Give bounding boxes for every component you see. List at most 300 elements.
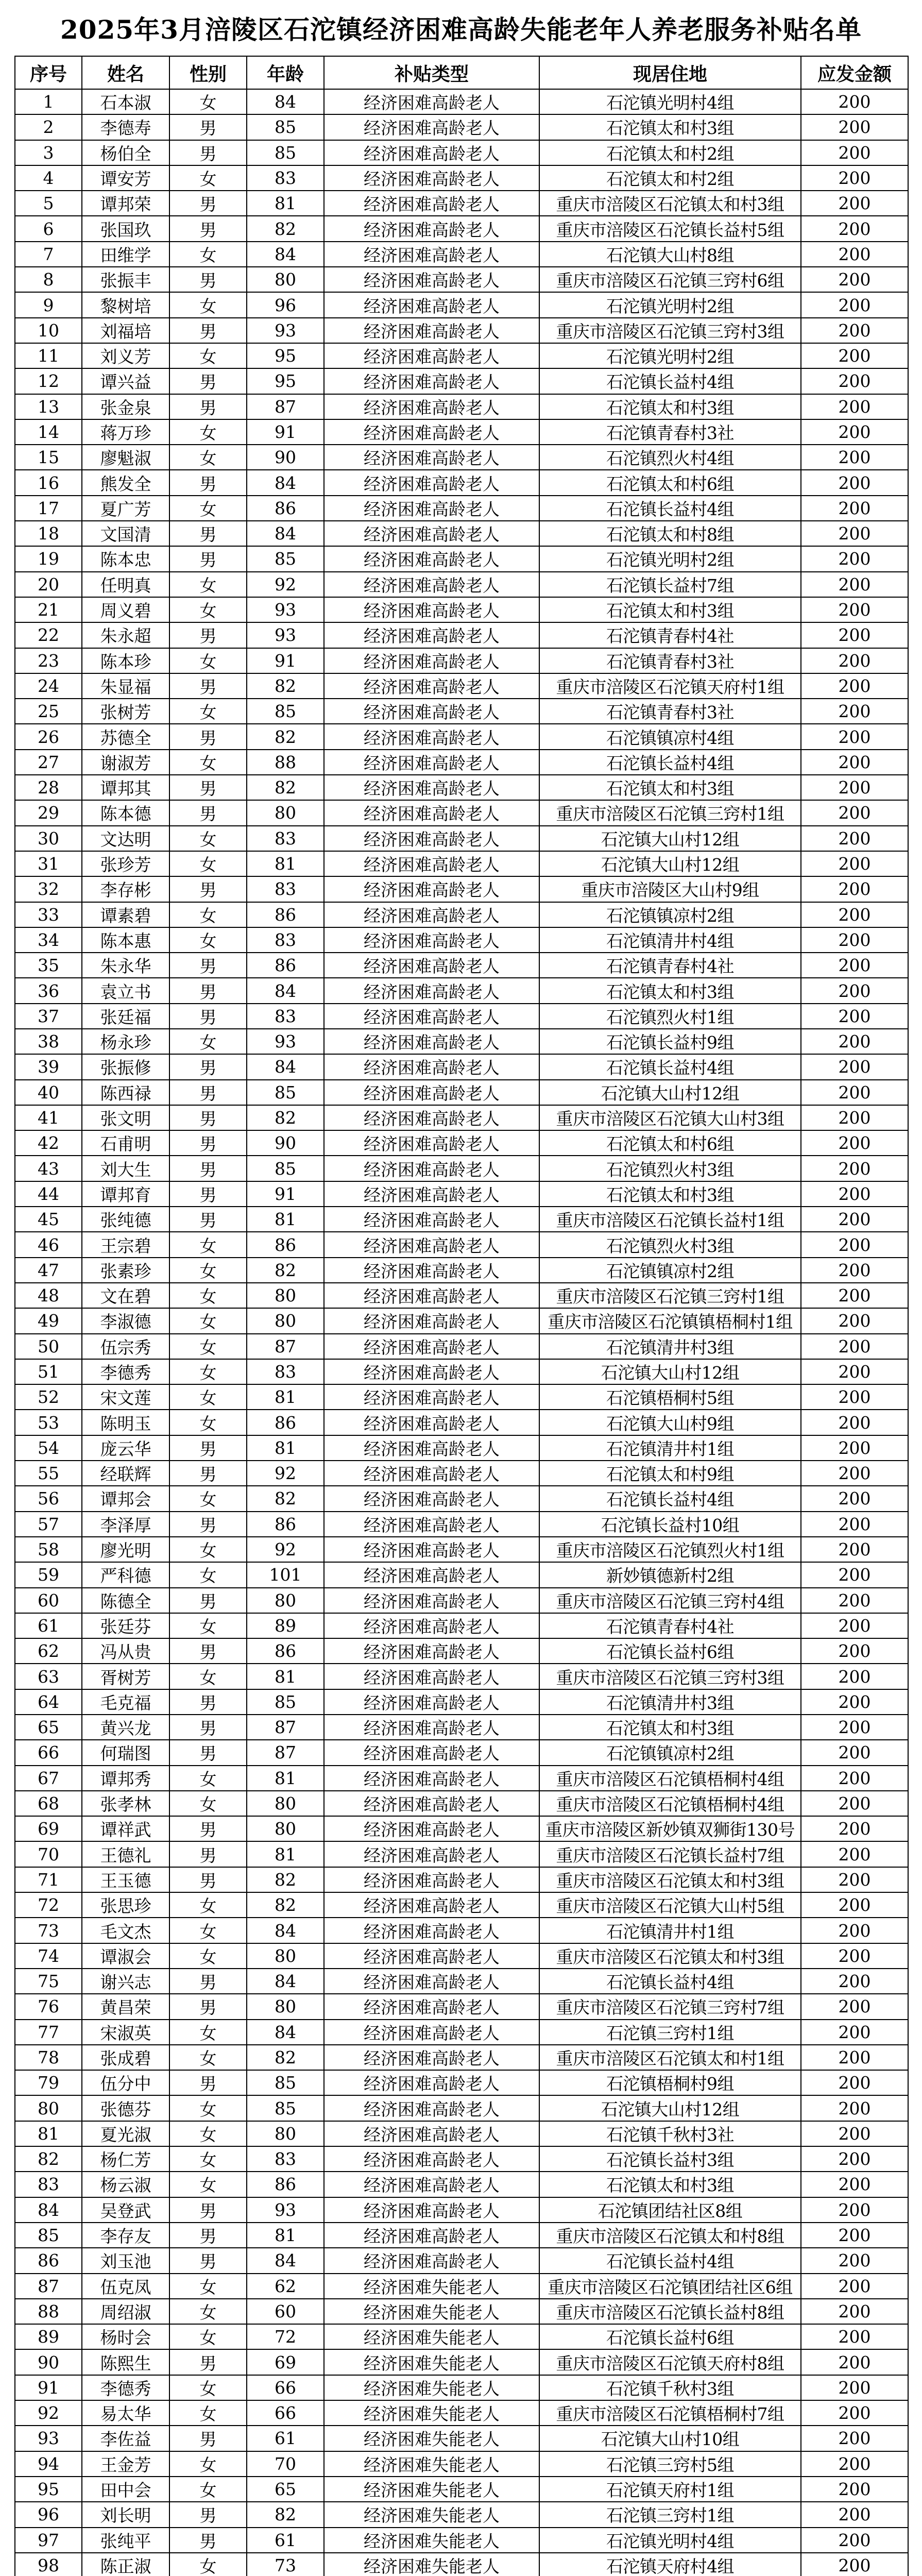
cell-amount: 200 — [801, 216, 908, 241]
cell-age: 88 — [247, 750, 324, 775]
cell-age: 83 — [247, 826, 324, 851]
cell-age: 90 — [247, 1130, 324, 1156]
cell-age: 96 — [247, 292, 324, 317]
cell-index: 57 — [15, 1512, 82, 1537]
cell-address: 石沱镇大山村10组 — [539, 2426, 801, 2451]
cell-name: 毛克福 — [82, 1689, 169, 1715]
cell-subsidy-type: 经济困难失能老人 — [324, 2426, 539, 2451]
table-row — [15, 1359, 908, 1384]
cell-gender: 女 — [169, 1232, 247, 1257]
cell-amount: 200 — [801, 1308, 908, 1333]
table-row — [15, 2349, 908, 2375]
table-row — [15, 775, 908, 800]
cell-address: 石沱镇青春村4社 — [539, 953, 801, 978]
cell-age: 80 — [247, 1994, 324, 2019]
cell-name: 田中会 — [82, 2477, 169, 2502]
cell-gender: 男 — [169, 1181, 247, 1207]
cell-gender: 女 — [169, 2451, 247, 2477]
cell-name: 吴登武 — [82, 2197, 169, 2223]
cell-gender: 男 — [169, 368, 247, 394]
cell-amount: 200 — [801, 2451, 908, 2477]
cell-age: 85 — [247, 114, 324, 140]
table-row — [15, 1029, 908, 1054]
cell-name: 王玉德 — [82, 1867, 169, 1892]
cell-subsidy-type: 经济困难高龄老人 — [324, 724, 539, 749]
cell-address: 重庆市涪陵区石沱镇太和村1组 — [539, 2045, 801, 2070]
cell-gender: 女 — [169, 750, 247, 775]
cell-name: 刘福培 — [82, 318, 169, 343]
cell-amount: 200 — [801, 1766, 908, 1791]
cell-gender: 女 — [169, 1791, 247, 1816]
cell-name: 李佐益 — [82, 2426, 169, 2451]
table-row — [15, 1232, 908, 1257]
table-row — [15, 419, 908, 445]
cell-name: 张德芬 — [82, 2095, 169, 2121]
cell-index: 43 — [15, 1156, 82, 1181]
header-gender: 性别 — [169, 56, 247, 89]
cell-amount: 200 — [801, 1537, 908, 1562]
cell-subsidy-type: 经济困难失能老人 — [324, 2477, 539, 2502]
cell-age: 84 — [247, 1969, 324, 1994]
cell-name: 袁立书 — [82, 978, 169, 1003]
cell-index: 34 — [15, 927, 82, 953]
cell-address: 石沱镇清井村3组 — [539, 1334, 801, 1359]
cell-name: 谭邦会 — [82, 1486, 169, 1511]
cell-gender: 男 — [169, 953, 247, 978]
cell-amount: 200 — [801, 2197, 908, 2223]
table-row — [15, 546, 908, 571]
table-row — [15, 1664, 908, 1689]
cell-subsidy-type: 经济困难高龄老人 — [324, 1308, 539, 1333]
cell-name: 石甫明 — [82, 1130, 169, 1156]
cell-amount: 200 — [801, 1588, 908, 1613]
cell-index: 21 — [15, 597, 82, 622]
cell-amount: 200 — [801, 1207, 908, 1232]
table-row — [15, 2045, 908, 2070]
cell-amount: 200 — [801, 521, 908, 546]
cell-subsidy-type: 经济困难高龄老人 — [324, 419, 539, 445]
cell-gender: 女 — [169, 2045, 247, 2070]
cell-address: 石沱镇长益村4组 — [539, 496, 801, 521]
cell-subsidy-type: 经济困难高龄老人 — [324, 1638, 539, 1664]
table-row — [15, 470, 908, 495]
cell-index: 67 — [15, 1766, 82, 1791]
cell-index: 98 — [15, 2553, 82, 2576]
cell-age: 80 — [247, 800, 324, 825]
cell-name: 李存友 — [82, 2223, 169, 2248]
cell-index: 63 — [15, 1664, 82, 1689]
cell-amount: 200 — [801, 1384, 908, 1410]
cell-address: 重庆市涪陵区石沱镇天府村8组 — [539, 2349, 801, 2375]
cell-address: 石沱镇光明村2组 — [539, 292, 801, 317]
cell-gender: 女 — [169, 597, 247, 622]
cell-gender: 女 — [169, 2477, 247, 2502]
table-row — [15, 368, 908, 394]
cell-age: 66 — [247, 2400, 324, 2426]
cell-subsidy-type: 经济困难高龄老人 — [324, 318, 539, 343]
cell-gender: 女 — [169, 1308, 247, 1333]
cell-amount: 200 — [801, 1435, 908, 1461]
cell-amount: 200 — [801, 1181, 908, 1207]
cell-address: 石沱镇千秋村3社 — [539, 2121, 801, 2146]
cell-amount: 200 — [801, 267, 908, 292]
cell-gender: 女 — [169, 1029, 247, 1054]
cell-subsidy-type: 经济困难高龄老人 — [324, 1994, 539, 2019]
cell-gender: 男 — [169, 1080, 247, 1105]
cell-age: 81 — [247, 1841, 324, 1867]
cell-index: 60 — [15, 1588, 82, 1613]
cell-subsidy-type: 经济困难高龄老人 — [324, 216, 539, 241]
cell-age: 85 — [247, 140, 324, 165]
table-row — [15, 1181, 908, 1207]
cell-index: 32 — [15, 876, 82, 902]
cell-amount: 200 — [801, 927, 908, 953]
cell-age: 84 — [247, 2248, 324, 2273]
cell-gender: 女 — [169, 902, 247, 927]
cell-index: 90 — [15, 2349, 82, 2375]
cell-age: 80 — [247, 2121, 324, 2146]
cell-address: 石沱镇大山村12组 — [539, 1359, 801, 1384]
cell-name: 李泽厚 — [82, 1512, 169, 1537]
cell-subsidy-type: 经济困难高龄老人 — [324, 546, 539, 571]
cell-index: 6 — [15, 216, 82, 241]
cell-amount: 200 — [801, 2375, 908, 2400]
cell-name: 刘玉池 — [82, 2248, 169, 2273]
cell-index: 51 — [15, 1359, 82, 1384]
cell-amount: 200 — [801, 2502, 908, 2527]
cell-address: 重庆市涪陵区石沱镇太和村3组 — [539, 1943, 801, 1969]
cell-address: 重庆市涪陵区石沱镇三窍村6组 — [539, 267, 801, 292]
cell-age: 86 — [247, 1410, 324, 1435]
cell-index: 42 — [15, 1130, 82, 1156]
cell-amount: 200 — [801, 2070, 908, 2095]
cell-index: 70 — [15, 1841, 82, 1867]
cell-address: 石沱镇长益村4组 — [539, 2248, 801, 2273]
cell-amount: 200 — [801, 1004, 908, 1029]
cell-amount: 200 — [801, 368, 908, 394]
table-row — [15, 2299, 908, 2324]
cell-index: 95 — [15, 2477, 82, 2502]
cell-index: 28 — [15, 775, 82, 800]
cell-gender: 女 — [169, 343, 247, 368]
table-row — [15, 2375, 908, 2400]
cell-index: 71 — [15, 1867, 82, 1892]
cell-amount: 200 — [801, 1258, 908, 1283]
table-row — [15, 191, 908, 216]
cell-gender: 男 — [169, 1130, 247, 1156]
cell-name: 任明真 — [82, 572, 169, 597]
cell-amount: 200 — [801, 191, 908, 216]
cell-subsidy-type: 经济困难高龄老人 — [324, 2121, 539, 2146]
cell-subsidy-type: 经济困难失能老人 — [324, 2451, 539, 2477]
cell-index: 23 — [15, 648, 82, 673]
cell-age: 86 — [247, 1512, 324, 1537]
cell-subsidy-type: 经济困难高龄老人 — [324, 1156, 539, 1181]
cell-amount: 200 — [801, 1867, 908, 1892]
table-row — [15, 699, 908, 724]
cell-subsidy-type: 经济困难高龄老人 — [324, 1334, 539, 1359]
table-row — [15, 165, 908, 191]
cell-gender: 女 — [169, 496, 247, 521]
cell-index: 75 — [15, 1969, 82, 1994]
cell-amount: 200 — [801, 1715, 908, 1740]
cell-address: 石沱镇清井村1组 — [539, 1435, 801, 1461]
cell-gender: 女 — [169, 1537, 247, 1562]
cell-name: 张素珍 — [82, 1258, 169, 1283]
cell-index: 59 — [15, 1562, 82, 1587]
cell-subsidy-type: 经济困难高龄老人 — [324, 876, 539, 902]
cell-gender: 男 — [169, 1816, 247, 1841]
cell-name: 张国玖 — [82, 216, 169, 241]
cell-address: 重庆市涪陵区石沱镇三窍村4组 — [539, 1588, 801, 1613]
cell-subsidy-type: 经济困难失能老人 — [324, 2274, 539, 2299]
cell-name: 宋淑英 — [82, 2020, 169, 2045]
table-row — [15, 826, 908, 851]
cell-age: 87 — [247, 394, 324, 419]
cell-address: 石沱镇长益村4组 — [539, 368, 801, 394]
cell-amount: 200 — [801, 1130, 908, 1156]
cell-index: 2 — [15, 114, 82, 140]
cell-name: 刘义芳 — [82, 343, 169, 368]
cell-gender: 男 — [169, 1638, 247, 1664]
cell-amount: 200 — [801, 343, 908, 368]
cell-subsidy-type: 经济困难失能老人 — [324, 2553, 539, 2576]
cell-subsidy-type: 经济困难高龄老人 — [324, 851, 539, 876]
cell-index: 85 — [15, 2223, 82, 2248]
cell-age: 91 — [247, 1181, 324, 1207]
cell-index: 79 — [15, 2070, 82, 2095]
cell-gender: 男 — [169, 1105, 247, 1130]
cell-address: 石沱镇大山村8组 — [539, 242, 801, 267]
cell-address: 重庆市涪陵区石沱镇梧桐村7组 — [539, 2400, 801, 2426]
cell-subsidy-type: 经济困难高龄老人 — [324, 2095, 539, 2121]
cell-address: 石沱镇青春村4社 — [539, 622, 801, 648]
cell-gender: 女 — [169, 699, 247, 724]
cell-address: 石沱镇大山村12组 — [539, 1080, 801, 1105]
cell-name: 经联辉 — [82, 1461, 169, 1486]
cell-subsidy-type: 经济困难高龄老人 — [324, 1613, 539, 1638]
cell-subsidy-type: 经济困难高龄老人 — [324, 1105, 539, 1130]
cell-age: 86 — [247, 1232, 324, 1257]
cell-gender: 女 — [169, 2324, 247, 2349]
cell-age: 81 — [247, 851, 324, 876]
cell-address: 重庆市涪陵区石沱镇太和村3组 — [539, 191, 801, 216]
table-row — [15, 140, 908, 165]
cell-address: 石沱镇团结社区8组 — [539, 2197, 801, 2223]
cell-name: 张珍芳 — [82, 851, 169, 876]
cell-address: 石沱镇太和村6组 — [539, 1130, 801, 1156]
table-row — [15, 1867, 908, 1892]
cell-gender: 女 — [169, 1283, 247, 1308]
cell-subsidy-type: 经济困难高龄老人 — [324, 2197, 539, 2223]
cell-gender: 女 — [169, 242, 247, 267]
cell-age: 83 — [247, 165, 324, 191]
cell-subsidy-type: 经济困难高龄老人 — [324, 394, 539, 419]
header-row — [15, 56, 908, 89]
cell-amount: 200 — [801, 1638, 908, 1664]
cell-name: 朱永超 — [82, 622, 169, 648]
table-row — [15, 1766, 908, 1791]
cell-index: 49 — [15, 1308, 82, 1333]
cell-subsidy-type: 经济困难高龄老人 — [324, 1232, 539, 1257]
cell-age: 84 — [247, 1054, 324, 1079]
cell-address: 重庆市涪陵区石沱镇太和村8组 — [539, 2223, 801, 2248]
cell-amount: 200 — [801, 2172, 908, 2197]
cell-address: 石沱镇三窍村1组 — [539, 2020, 801, 2045]
cell-age: 82 — [247, 2502, 324, 2527]
table-row — [15, 2070, 908, 2095]
cell-name: 周义碧 — [82, 597, 169, 622]
cell-name: 伍宗秀 — [82, 1334, 169, 1359]
table-row — [15, 876, 908, 902]
cell-index: 81 — [15, 2121, 82, 2146]
cell-age: 80 — [247, 1588, 324, 1613]
cell-address: 石沱镇三窍村5组 — [539, 2451, 801, 2477]
cell-age: 85 — [247, 1689, 324, 1715]
table-row — [15, 2095, 908, 2121]
table-row — [15, 648, 908, 673]
cell-index: 4 — [15, 165, 82, 191]
cell-name: 张廷福 — [82, 1004, 169, 1029]
cell-address: 石沱镇烈火村4组 — [539, 445, 801, 470]
cell-gender: 男 — [169, 2197, 247, 2223]
cell-index: 53 — [15, 1410, 82, 1435]
cell-age: 93 — [247, 1029, 324, 1054]
cell-age: 89 — [247, 1613, 324, 1638]
cell-index: 86 — [15, 2248, 82, 2273]
cell-name: 谭邦荣 — [82, 191, 169, 216]
cell-index: 87 — [15, 2274, 82, 2299]
cell-name: 陈德全 — [82, 1588, 169, 1613]
cell-name: 张纯平 — [82, 2528, 169, 2553]
cell-age: 80 — [247, 1791, 324, 1816]
table-row — [15, 292, 908, 317]
cell-amount: 200 — [801, 750, 908, 775]
cell-gender: 女 — [169, 927, 247, 953]
cell-age: 83 — [247, 1359, 324, 1384]
cell-amount: 200 — [801, 851, 908, 876]
cell-name: 谭安芳 — [82, 165, 169, 191]
cell-index: 52 — [15, 1384, 82, 1410]
table-row — [15, 496, 908, 521]
cell-name: 李存彬 — [82, 876, 169, 902]
cell-amount: 200 — [801, 242, 908, 267]
cell-gender: 女 — [169, 89, 247, 114]
cell-subsidy-type: 经济困难高龄老人 — [324, 521, 539, 546]
cell-address: 石沱镇清井村4组 — [539, 927, 801, 953]
cell-age: 101 — [247, 1562, 324, 1587]
cell-index: 72 — [15, 1892, 82, 1918]
cell-address: 石沱镇光明村4组 — [539, 2528, 801, 2553]
cell-name: 廖魁淑 — [82, 445, 169, 470]
cell-amount: 200 — [801, 2400, 908, 2426]
cell-gender: 女 — [169, 2146, 247, 2172]
cell-name: 谭淑会 — [82, 1943, 169, 1969]
cell-age: 81 — [247, 1207, 324, 1232]
cell-index: 61 — [15, 1613, 82, 1638]
cell-address: 重庆市涪陵区石沱镇太和村3组 — [539, 1867, 801, 1892]
cell-gender: 男 — [169, 394, 247, 419]
cell-subsidy-type: 经济困难高龄老人 — [324, 978, 539, 1003]
cell-amount: 200 — [801, 445, 908, 470]
cell-name: 伍分中 — [82, 2070, 169, 2095]
cell-gender: 男 — [169, 318, 247, 343]
cell-gender: 男 — [169, 1588, 247, 1613]
cell-address: 石沱镇太和村2组 — [539, 165, 801, 191]
cell-gender: 女 — [169, 2400, 247, 2426]
cell-amount: 200 — [801, 597, 908, 622]
cell-address: 石沱镇太和村3组 — [539, 597, 801, 622]
cell-age: 82 — [247, 1867, 324, 1892]
cell-age: 70 — [247, 2451, 324, 2477]
cell-name: 刘长明 — [82, 2502, 169, 2527]
cell-amount: 200 — [801, 1562, 908, 1587]
cell-index: 40 — [15, 1080, 82, 1105]
cell-subsidy-type: 经济困难高龄老人 — [324, 1130, 539, 1156]
table-row — [15, 1156, 908, 1181]
cell-address: 石沱镇太和村3组 — [539, 114, 801, 140]
cell-name: 张成碧 — [82, 2045, 169, 2070]
cell-age: 80 — [247, 1308, 324, 1333]
cell-amount: 200 — [801, 292, 908, 317]
cell-subsidy-type: 经济困难高龄老人 — [324, 927, 539, 953]
cell-subsidy-type: 经济困难失能老人 — [324, 2375, 539, 2400]
cell-amount: 200 — [801, 1816, 908, 1841]
cell-index: 39 — [15, 1054, 82, 1079]
cell-amount: 200 — [801, 699, 908, 724]
table-row — [15, 2248, 908, 2273]
cell-amount: 200 — [801, 673, 908, 699]
cell-address: 石沱镇长益村4组 — [539, 1054, 801, 1079]
cell-gender: 女 — [169, 826, 247, 851]
table-row — [15, 1892, 908, 1918]
header-age: 年龄 — [247, 56, 324, 89]
cell-address: 重庆市涪陵区石沱镇大山村5组 — [539, 1892, 801, 1918]
table-row — [15, 1918, 908, 1943]
cell-address: 重庆市涪陵区石沱镇天府村1组 — [539, 673, 801, 699]
cell-address: 石沱镇梧桐村9组 — [539, 2070, 801, 2095]
cell-age: 82 — [247, 216, 324, 241]
cell-age: 85 — [247, 2095, 324, 2121]
cell-address: 石沱镇烈火村1组 — [539, 1004, 801, 1029]
cell-address: 重庆市涪陵区石沱镇三窍村1组 — [539, 1283, 801, 1308]
cell-index: 36 — [15, 978, 82, 1003]
cell-gender: 女 — [169, 648, 247, 673]
cell-address: 石沱镇长益村6组 — [539, 1638, 801, 1664]
cell-name: 黎树培 — [82, 292, 169, 317]
cell-index: 84 — [15, 2197, 82, 2223]
cell-age: 81 — [247, 2223, 324, 2248]
cell-subsidy-type: 经济困难高龄老人 — [324, 1537, 539, 1562]
cell-address: 重庆市涪陵区石沱镇长益村8组 — [539, 2299, 801, 2324]
cell-index: 35 — [15, 953, 82, 978]
cell-name: 黄昌荣 — [82, 1994, 169, 2019]
cell-gender: 女 — [169, 292, 247, 317]
cell-subsidy-type: 经济困难高龄老人 — [324, 1791, 539, 1816]
cell-subsidy-type: 经济困难高龄老人 — [324, 292, 539, 317]
cell-age: 81 — [247, 1664, 324, 1689]
cell-address: 石沱镇太和村3组 — [539, 2172, 801, 2197]
cell-gender: 女 — [169, 165, 247, 191]
cell-age: 87 — [247, 1334, 324, 1359]
cell-name: 伍克凤 — [82, 2274, 169, 2299]
table-row — [15, 2502, 908, 2527]
cell-gender: 男 — [169, 2070, 247, 2095]
cell-age: 81 — [247, 1384, 324, 1410]
cell-name: 李德秀 — [82, 2375, 169, 2400]
table-row — [15, 2426, 908, 2451]
cell-gender: 男 — [169, 1435, 247, 1461]
